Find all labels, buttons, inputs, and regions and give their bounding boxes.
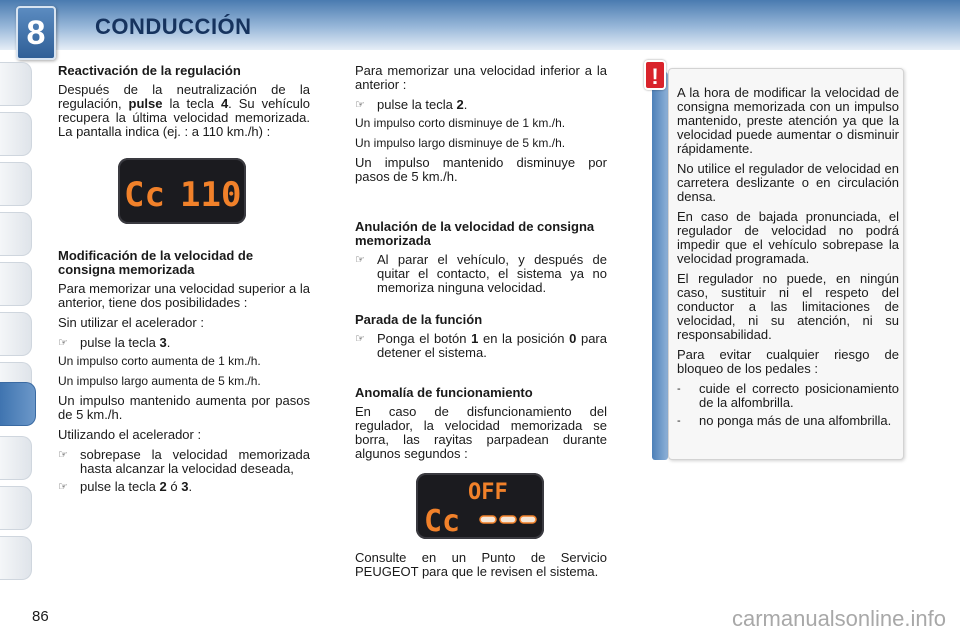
- paragraph: Un impulso mantenido disminuye por pasos de 5 km./h.: [355, 155, 607, 184]
- chapter-badge: [16, 6, 56, 60]
- paragraph: Consulte en un Punto de Servicio PEUGEOT para que le revisen el sistema.: [355, 550, 607, 579]
- bullet-item: ☞ pulse la tecla 2 ó 3.: [58, 479, 193, 494]
- warning-box: [652, 62, 906, 462]
- paragraph: Utilizando el acelerador :: [58, 427, 202, 442]
- warning-paragraph: El regulador no puede, en ningún caso, sustituir ni el respeto del conductor a las limitaciones de velocidad, ni su atención, ni su responsabilidad.: [677, 271, 899, 342]
- paragraph: Para memorizar una velocidad superior a la anterior, tiene dos posibilidades :: [58, 281, 310, 310]
- chapter-tabs: [0, 62, 34, 582]
- chapter-tab-11[interactable]: [0, 536, 32, 580]
- display-cc-110-graphic: [118, 158, 246, 224]
- section-heading: Modificación de la velocidad de consigna memorizada: [58, 248, 254, 277]
- section-heading: Anomalía de funcionamiento: [355, 385, 533, 400]
- hand-pointer-icon: ☞: [355, 99, 365, 111]
- warning-paragraph: No utilice el regulador de velocidad en carretera deslizante o en circulación densa.: [677, 161, 899, 204]
- bullet-item: ☞ pulse la tecla 2.: [355, 97, 468, 112]
- dash-item: - cuide el correcto posicionamiento de la alfombrilla.: [677, 381, 899, 410]
- bullet-item: ☞ Ponga el botón 1 en la posición 0 para detener el sistema.: [355, 331, 607, 360]
- chapter-tab-4[interactable]: [0, 212, 32, 256]
- paragraph: Un impulso corto disminuye de 1 km./h.: [355, 116, 566, 130]
- footer-watermark: carmanualsonline.info: [731, 606, 946, 631]
- display-off-cc-graphic: [416, 473, 544, 539]
- hand-pointer-icon: ☞: [58, 337, 68, 349]
- paragraph: Después de la neutralización de la regulación, pulse la tecla 4. Su vehículo recupera la última velocidad memorizada. La pantalla indica (ej. : a 110 km./h) :: [58, 82, 310, 139]
- display-top-text: OFF: [468, 480, 508, 505]
- chapter-tab-1[interactable]: [0, 62, 32, 106]
- display-dash-1: [480, 516, 496, 523]
- chapter-tab-9[interactable]: [0, 436, 32, 480]
- dash-item: - no ponga más de una alfombrilla.: [677, 413, 892, 428]
- paragraph: En caso de disfuncionamiento del regulador, la velocidad memorizada se borra, las rayitas parpadean durante algunos segundos :: [355, 404, 607, 461]
- hand-pointer-icon: ☞: [355, 254, 365, 266]
- hand-pointer-icon: ☞: [58, 481, 68, 493]
- paragraph: Un impulso largo disminuye de 5 km./h.: [355, 136, 566, 150]
- display-bottom-text: Cc: [424, 504, 461, 539]
- display-dash-3: [520, 516, 536, 523]
- section-heading: Anulación de la velocidad de consigna memorizada: [355, 219, 595, 248]
- chapter-tab-8-active[interactable]: [0, 382, 36, 426]
- warning-text: [677, 86, 899, 432]
- section-heading: Parada de la función: [355, 312, 483, 327]
- display-cc-110: [118, 158, 246, 224]
- page-header: [0, 0, 960, 50]
- paragraph: Un impulso corto aumenta de 1 km./h.: [58, 354, 261, 368]
- chapter-tab-5[interactable]: [0, 262, 32, 306]
- paragraph: Para memorizar una velocidad inferior a la anterior :: [355, 63, 607, 92]
- dash-marker: -: [677, 415, 681, 427]
- chapter-tab-3[interactable]: [0, 162, 32, 206]
- warning-paragraph: Para evitar cualquier riesgo de bloqueo de los pedales :: [677, 347, 899, 376]
- hand-pointer-icon: ☞: [355, 333, 365, 345]
- paragraph: Un impulso largo aumenta de 5 km./h.: [58, 374, 261, 388]
- chapter-tab-6[interactable]: [0, 312, 32, 356]
- dash-marker: -: [677, 383, 681, 395]
- display-left-text: Cc: [124, 175, 165, 215]
- chapter-number: 8: [26, 14, 46, 52]
- display-off-cc: [416, 473, 544, 539]
- warning-exclamation-icon: !: [644, 60, 666, 90]
- paragraph: Un impulso mantenido aumenta por pasos de 5 km./h.: [58, 393, 310, 422]
- warning-accent-bar: [652, 72, 668, 460]
- section-heading: Reactivación de la regulación: [58, 63, 241, 78]
- hand-pointer-icon: ☞: [58, 449, 68, 461]
- paragraph: Sin utilizar el acelerador :: [58, 315, 204, 330]
- display-dash-2: [500, 516, 516, 523]
- warning-paragraph: En caso de bajada pronunciada, el regulador de velocidad no podrá impedir que el vehículo sobrepase la velocidad programada.: [677, 209, 899, 266]
- page-number: 86: [32, 608, 49, 625]
- chapter-tab-10[interactable]: [0, 486, 32, 530]
- warning-paragraph: A la hora de modificar la velocidad de consigna memorizada con un impulso mantenido, preste atención ya que la velocidad puede aumentar o disminuir rápidamente.: [677, 85, 899, 156]
- page-title: CONDUCCIÓN: [95, 14, 252, 39]
- bullet-item: ☞ sobrepase la velocidad memorizada hasta alcanzar la velocidad deseada,: [58, 447, 310, 476]
- bullet-item: ☞ pulse la tecla 3.: [58, 335, 171, 350]
- bullet-item: ☞ Al parar el vehículo, y después de quitar el contacto, el sistema ya no memoriza ninguna velocidad.: [355, 252, 607, 295]
- display-right-text: 110: [180, 175, 242, 215]
- chapter-tab-2[interactable]: [0, 112, 32, 156]
- column-left: [58, 64, 310, 498]
